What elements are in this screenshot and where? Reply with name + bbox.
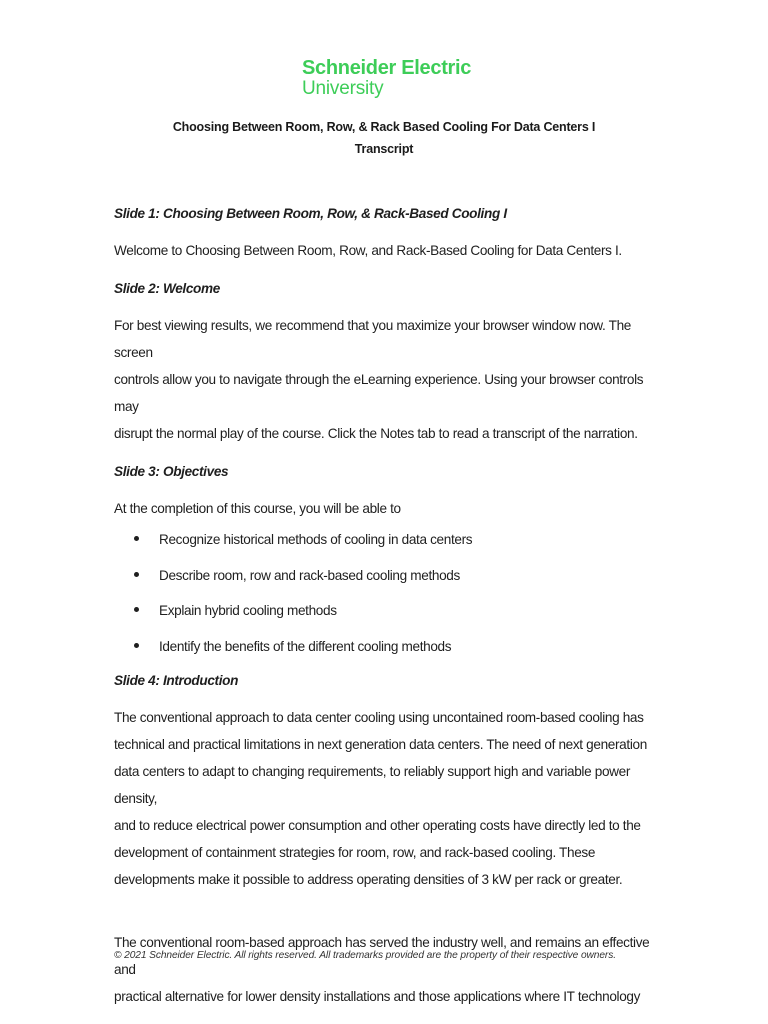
slide-4-text-line: developments make it possible to address operating densities of 3 kW per rack or greater. bbox=[114, 872, 623, 887]
slide-4-text-line: practical alternative for lower density installations and those applications where IT technology bbox=[114, 989, 641, 1004]
bullet-icon bbox=[134, 536, 139, 541]
copyright-footer: © 2021 Schneider Electric. All rights reserved. All trademarks provided are the property of their respective owners. bbox=[114, 950, 616, 961]
list-item bbox=[114, 558, 664, 594]
objective-text: Identify the benefits of the different cooling methods bbox=[159, 638, 452, 654]
objective-text: Explain hybrid cooling methods bbox=[159, 603, 337, 618]
objective-text: Describe room, row and rack-based cooling methods bbox=[159, 567, 460, 583]
logo-line-2: University bbox=[302, 78, 384, 99]
slide-4-text-line: technical and practical limitations in next generation data centers. The need of next generation bbox=[114, 737, 647, 752]
slide-4-text-line: development of containment strategies for room, row, and rack-based cooling. These bbox=[114, 845, 596, 860]
objective-text: Recognize historical methods of cooling in data centers bbox=[159, 532, 473, 547]
schneider-electric-university-logo bbox=[302, 58, 471, 98]
bullet-icon bbox=[134, 643, 139, 648]
slide-2-heading: Slide 2: Welcome bbox=[114, 281, 220, 296]
slide-3-heading: Slide 3: Objectives bbox=[114, 464, 229, 479]
slide-1-heading: Slide 1: Choosing Between Room, Row, & Rack-Based Cooling I bbox=[114, 206, 507, 221]
slide-4-text-line: The conventional approach to data center cooling using uncontained room-based cooling has bbox=[114, 710, 644, 725]
list-item bbox=[114, 522, 664, 558]
document-title: Choosing Between Room, Row, & Rack Based Cooling For Data Centers I bbox=[172, 120, 596, 134]
objectives-list bbox=[114, 522, 664, 664]
slide-3-text: At the completion of this course, you will be able to bbox=[114, 501, 401, 516]
transcript-body bbox=[114, 205, 664, 1010]
slide-1-text: Welcome to Choosing Between Room, Row, and Rack-Based Cooling for Data Centers I. bbox=[114, 243, 622, 258]
logo-line-1: Schneider Electric bbox=[302, 57, 472, 79]
list-item bbox=[114, 593, 664, 629]
bullet-icon bbox=[134, 607, 139, 612]
slide-2-text-line: disrupt the normal play of the course. Click the Notes tab to read a transcript of the narration. bbox=[114, 426, 638, 441]
slide-4-heading: Slide 4: Introduction bbox=[114, 673, 239, 688]
list-item bbox=[114, 629, 664, 665]
slide-2-text-line: For best viewing results, we recommend that you maximize your browser window now. The screen bbox=[114, 318, 631, 360]
slide-4-text-line: data centers to adapt to changing requirements, to reliably support high and variable power density, bbox=[114, 764, 631, 806]
slide-4-text-line: The conventional room-based approach has served the industry well, and remains an effective and bbox=[114, 935, 650, 977]
document-subtitle: Transcript bbox=[354, 142, 414, 156]
slide-2-text-line: controls allow you to navigate through the eLearning experience. Using your browser controls may bbox=[114, 372, 644, 414]
slide-4-text-line: and to reduce electrical power consumption and other operating costs have directly led to the bbox=[114, 818, 641, 833]
bullet-icon bbox=[134, 572, 139, 577]
